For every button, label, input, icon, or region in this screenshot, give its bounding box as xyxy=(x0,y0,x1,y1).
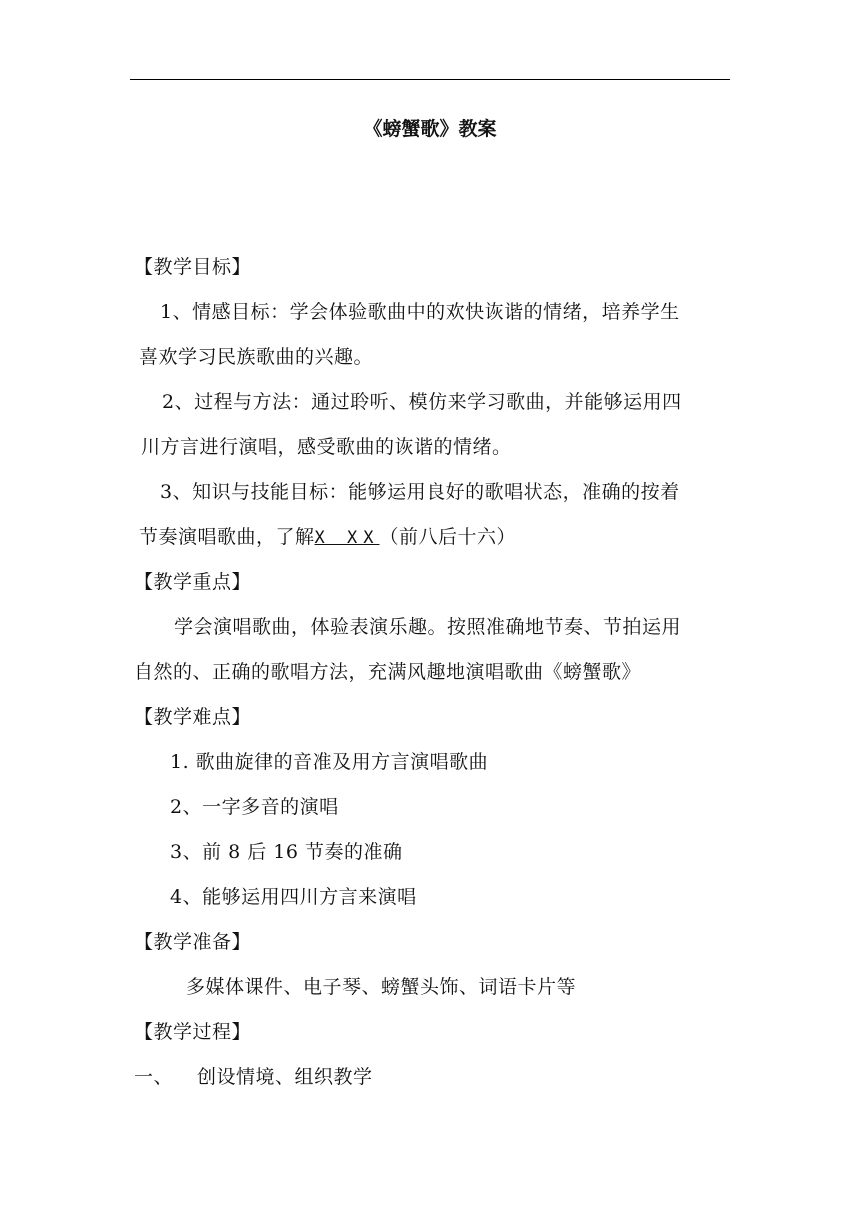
objective-1-line-1: 1、情感目标：学会体验歌曲中的欢快诙谐的情绪，培养学生 xyxy=(160,301,680,323)
process-step-1-text: 创设情境、组织教学 xyxy=(197,1066,373,1088)
header-rule xyxy=(130,79,730,80)
key-points-line-1: 学会演唱歌曲，体验表演乐趣。按照准确地节奏、节拍运用 xyxy=(174,616,682,638)
objective-3-line-1: 3、知识与技能目标：能够运用良好的歌唱状态，准确的按着 xyxy=(160,481,680,503)
difficulty-4: 4、能够运用四川方言来演唱 xyxy=(170,886,417,908)
objective-2-line-2: 川方言进行演唱，感受歌曲的诙谐的情绪。 xyxy=(141,436,512,458)
difficulty-2: 2、一字多音的演唱 xyxy=(170,796,339,818)
objectives-heading: 【教学目标】 xyxy=(134,256,252,278)
process-step-1-number: 一、 xyxy=(134,1066,174,1088)
difficulties-heading: 【教学难点】 xyxy=(134,706,252,728)
key-points-line-2: 自然的、正确的歌唱方法，充满风趣地演唱歌曲《螃蟹歌》 xyxy=(134,661,642,683)
objective-3-line-2 xyxy=(139,522,516,549)
rhythm-notation: X XX xyxy=(314,528,380,548)
objective-3-suffix: （前八后十六） xyxy=(379,526,516,548)
process-step-1 xyxy=(134,1062,373,1089)
difficulty-1: 1. 歌曲旋律的音准及用方言演唱歌曲 xyxy=(170,751,489,773)
preparation-heading: 【教学准备】 xyxy=(134,931,252,953)
document-title: 《螃蟹歌》教案 xyxy=(363,118,497,140)
process-heading: 【教学过程】 xyxy=(134,1021,252,1043)
objective-3-prefix: 节奏演唱歌曲，了解 xyxy=(139,526,315,548)
objective-1-line-2: 喜欢学习民族歌曲的兴趣。 xyxy=(139,346,374,368)
objective-2-line-1: 2、过程与方法：通过聆听、模仿来学习歌曲，并能够运用四 xyxy=(162,391,682,413)
difficulty-3: 3、前 8 后 16 节奏的准确 xyxy=(170,841,403,863)
preparation-line: 多媒体课件、电子琴、螃蟹头饰、词语卡片等 xyxy=(186,976,577,998)
key-points-heading: 【教学重点】 xyxy=(134,571,252,593)
